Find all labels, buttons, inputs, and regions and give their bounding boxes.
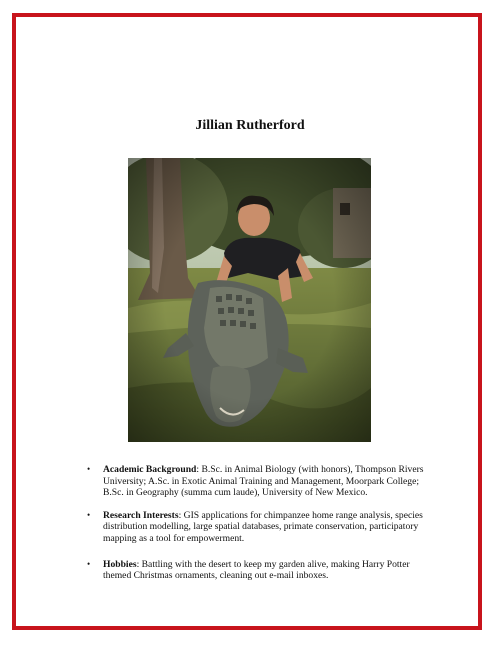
bullet-label: Research Interests [103,509,179,521]
bullet-text: : Battling with the desert to keep my garden alive, making Harry Potter themed Christmas ornaments, cleaning out e-mail inboxes. [103,558,410,582]
profile-photo [128,158,371,442]
profile-name-heading: Jillian Rutherford [195,118,305,133]
bullet-research-interests [87,510,437,545]
bullet-text: : GIS applications for chimpanzee home range analysis, species distribution modelling, large spatial databases, primate conservation, participatory mapping as a tool for empowerment. [103,509,423,544]
bullet-hobbies [87,559,437,582]
bullet-marker: • [87,464,91,474]
bullet-label: Hobbies [103,558,137,570]
bullet-label: Academic Background [103,464,197,475]
bullet-academic-background [87,464,437,499]
bullet-marker: • [87,509,91,520]
bullet-marker: • [87,558,91,569]
bullet-list [87,464,437,582]
bullet-text: : B.Sc. in Animal Biology (with honors), Thompson Rivers University; A.Sc. in Exotic Animal Training and Management, Moorpark College; B.Sc. in Geography (summa cum laude), University of New Mexico. [103,464,424,499]
